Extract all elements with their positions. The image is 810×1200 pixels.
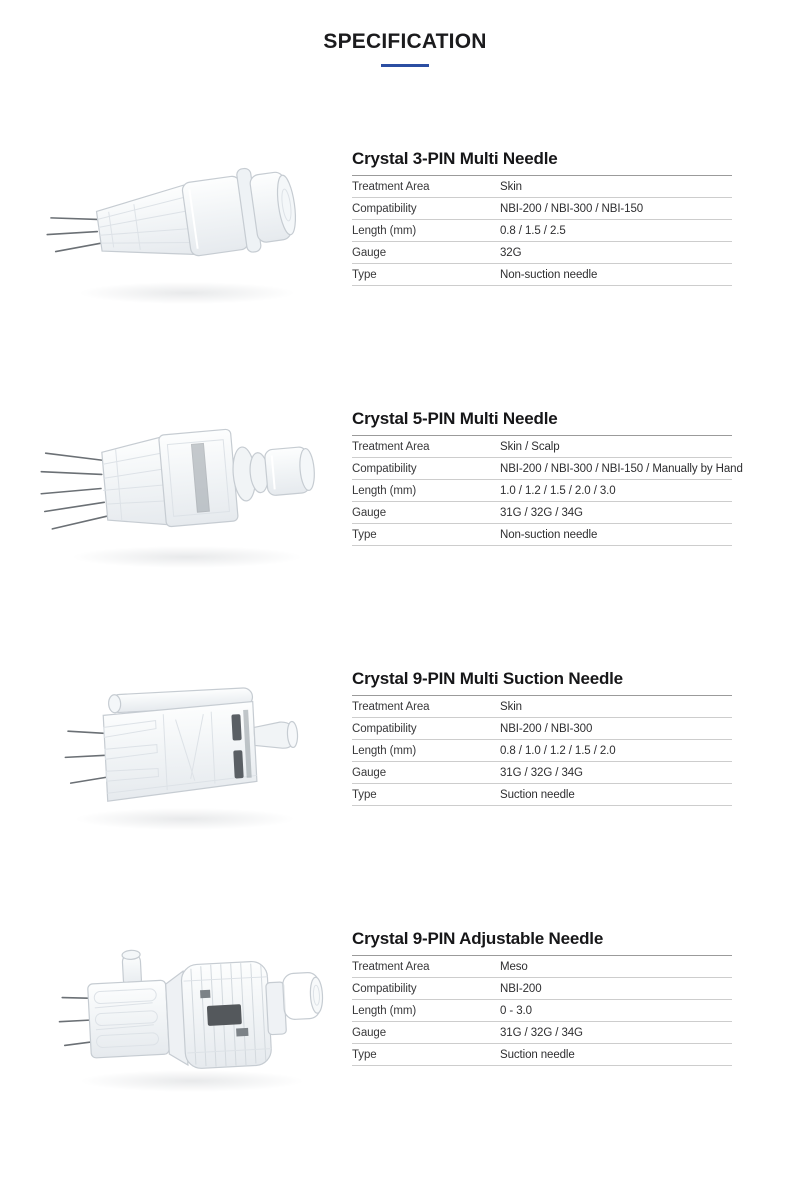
spec-value: 0.8 / 1.5 / 2.5	[500, 224, 566, 237]
product-section-crystal-9-pin-adjustable	[0, 907, 810, 1167]
spec-value: Non-suction needle	[500, 268, 598, 281]
spec-row	[352, 718, 732, 740]
spec-label: Type	[352, 1048, 377, 1061]
spec-table	[352, 436, 743, 546]
spec-value: Non-suction needle	[500, 528, 598, 541]
page-header	[0, 0, 810, 67]
spec-row	[352, 242, 732, 264]
spec-table	[352, 176, 732, 286]
spec-row	[352, 480, 732, 502]
spec-label: Length (mm)	[352, 224, 417, 237]
spec-value: Skin	[500, 700, 522, 713]
spec-value: 0 - 3.0	[500, 1004, 532, 1017]
product-photo-crystal-9-pin-suction	[0, 647, 352, 839]
spec-label: Treatment Area	[352, 700, 430, 713]
needle-cartridge-3pin-illustration	[37, 141, 337, 319]
product-photo-crystal-3-pin	[0, 127, 352, 319]
spec-label: Compatibility	[352, 722, 417, 735]
spec-block-crystal-9-pin-adjustable	[352, 907, 732, 1066]
title-accent-underline	[381, 64, 429, 67]
spec-row	[352, 436, 732, 458]
spec-row	[352, 1022, 732, 1044]
spec-row	[352, 176, 732, 198]
product-photo-crystal-9-pin-adjustable	[0, 907, 352, 1099]
spec-value: 0.8 / 1.0 / 1.2 / 1.5 / 2.0	[500, 744, 616, 757]
spec-block-crystal-3-pin	[352, 127, 732, 286]
spec-label: Length (mm)	[352, 1004, 417, 1017]
spec-label: Length (mm)	[352, 744, 417, 757]
spec-value: Skin	[500, 180, 522, 193]
spec-value: NBI-200 / NBI-300 / NBI-150	[500, 202, 644, 215]
spec-row	[352, 762, 732, 784]
spec-value: 1.0 / 1.2 / 1.5 / 2.0 / 3.0	[500, 484, 616, 497]
spec-label: Type	[352, 268, 377, 281]
spec-value: Suction needle	[500, 1048, 575, 1061]
spec-value: Suction needle	[500, 788, 575, 801]
spec-label: Gauge	[352, 506, 387, 519]
spec-label: Gauge	[352, 246, 387, 259]
spec-table	[352, 696, 732, 806]
spec-value: Skin / Scalp	[500, 440, 560, 453]
product-section-crystal-9-pin-suction	[0, 647, 810, 907]
needle-cartridge-9pin-adjustable-illustration	[37, 921, 337, 1099]
product-section-crystal-3-pin	[0, 127, 810, 387]
spec-value: NBI-200 / NBI-300	[500, 722, 593, 735]
product-title: Crystal 3-PIN Multi Needle	[352, 149, 732, 176]
spec-value: NBI-200	[500, 982, 542, 995]
needle-cartridge-5pin-illustration	[37, 401, 337, 579]
needle-cartridge-9pin-suction-illustration	[37, 661, 337, 839]
spec-block-crystal-9-pin-suction	[352, 647, 732, 806]
spec-row	[352, 956, 732, 978]
product-title: Crystal 5-PIN Multi Needle	[352, 409, 732, 436]
spec-row	[352, 978, 732, 1000]
spec-row	[352, 220, 732, 242]
product-title: Crystal 9-PIN Adjustable Needle	[352, 929, 732, 956]
spec-row	[352, 784, 732, 806]
spec-value: 31G / 32G / 34G	[500, 1026, 583, 1039]
spec-value: Meso	[500, 960, 528, 973]
spec-label: Compatibility	[352, 462, 417, 475]
spec-row	[352, 696, 732, 718]
spec-label: Treatment Area	[352, 440, 430, 453]
spec-value: NBI-200 / NBI-300 / NBI-150 / Manually by Hand	[500, 462, 743, 475]
spec-row	[352, 198, 732, 220]
spec-label: Gauge	[352, 766, 387, 779]
spec-row	[352, 1000, 732, 1022]
product-photo-crystal-5-pin	[0, 387, 352, 579]
spec-table	[352, 956, 732, 1066]
spec-label: Compatibility	[352, 982, 417, 995]
spec-label: Length (mm)	[352, 484, 417, 497]
spec-label: Type	[352, 528, 377, 541]
specification-sections	[0, 127, 810, 1167]
spec-label: Type	[352, 788, 377, 801]
spec-value: 31G / 32G / 34G	[500, 766, 583, 779]
spec-row	[352, 458, 743, 480]
spec-label: Gauge	[352, 1026, 387, 1039]
spec-label: Treatment Area	[352, 180, 430, 193]
spec-value: 31G / 32G / 34G	[500, 506, 583, 519]
spec-row	[352, 524, 732, 546]
spec-block-crystal-5-pin	[352, 387, 743, 546]
spec-label: Compatibility	[352, 202, 417, 215]
product-title: Crystal 9-PIN Multi Suction Needle	[352, 669, 732, 696]
spec-label: Treatment Area	[352, 960, 430, 973]
spec-row	[352, 264, 732, 286]
spec-row	[352, 740, 732, 762]
spec-value: 32G	[500, 246, 522, 259]
product-section-crystal-5-pin	[0, 387, 810, 647]
spec-row	[352, 1044, 732, 1066]
spec-row	[352, 502, 732, 524]
page-title: SPECIFICATION	[323, 30, 487, 53]
